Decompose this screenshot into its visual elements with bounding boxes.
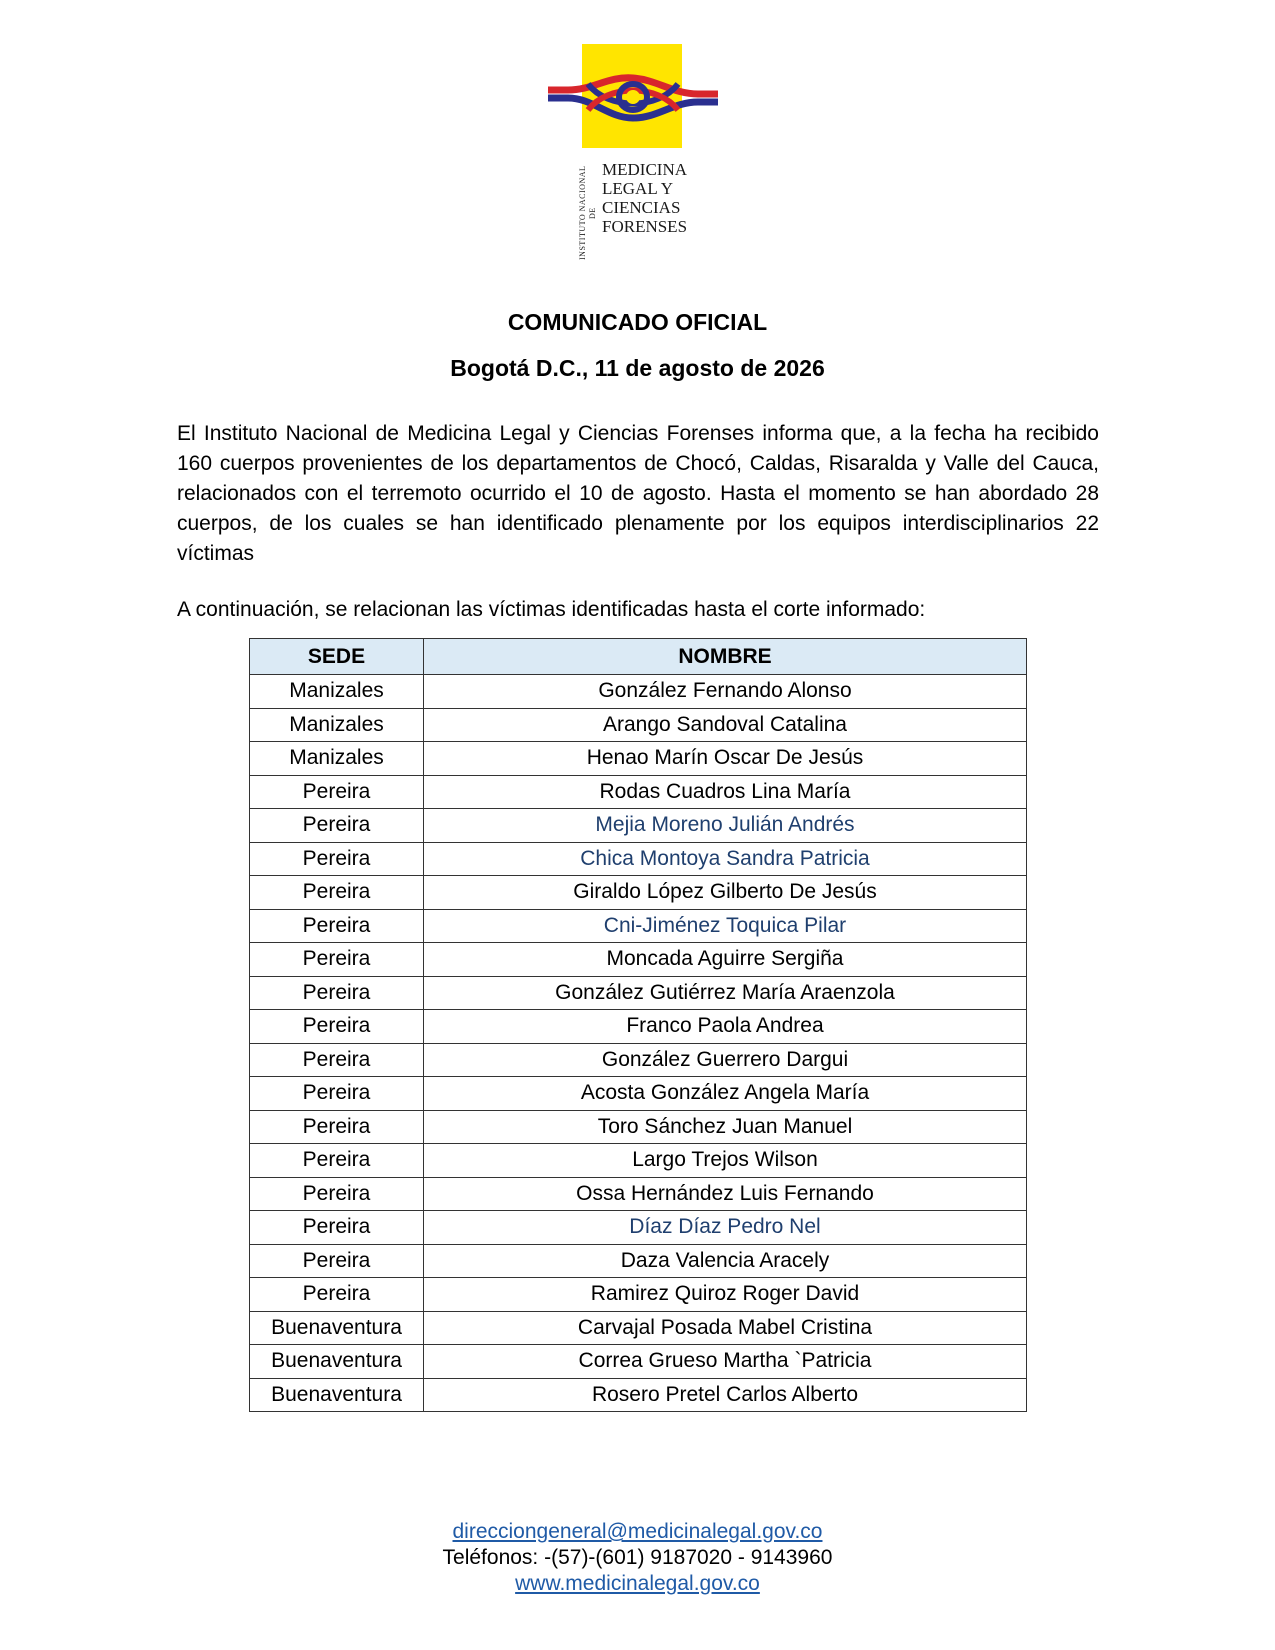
table-row — [250, 1110, 1027, 1144]
table-header-row — [250, 639, 1027, 675]
cell-nombre: González Guerrero Dargui — [424, 1043, 1027, 1077]
cell-nombre: Daza Valencia Aracely — [424, 1244, 1027, 1278]
cell-sede: Pereira — [250, 1244, 424, 1278]
document-date: Bogotá D.C., 11 de agosto de 2026 — [450, 355, 825, 381]
cell-sede: Pereira — [250, 1144, 424, 1178]
cell-nombre: Rodas Cuadros Lina María — [424, 775, 1027, 809]
table-row — [250, 1311, 1027, 1345]
cell-nombre: Rosero Pretel Carlos Alberto — [424, 1378, 1027, 1412]
document-title: COMUNICADO OFICIAL — [507, 309, 768, 335]
cell-sede: Buenaventura — [250, 1378, 424, 1412]
cell-nombre: Cni-Jiménez Toquica Pilar — [424, 909, 1027, 943]
cell-nombre: González Fernando Alonso — [424, 675, 1027, 709]
cell-sede: Pereira — [250, 1211, 424, 1245]
table-row — [250, 1278, 1027, 1312]
table-row — [250, 809, 1027, 843]
cell-sede: Pereira — [250, 976, 424, 1010]
cell-nombre: Henao Marín Oscar De Jesús — [424, 742, 1027, 776]
cell-sede: Pereira — [250, 909, 424, 943]
cell-sede: Pereira — [250, 809, 424, 843]
body-paragraph: El Instituto Nacional de Medicina Legal y Ciencias Forenses informa que, a la fecha ha recibido 160 cuerpos provenientes de los departamentos de Chocó, Caldas, Risaralda y Valle del Cauca, relacionados con el terremoto ocurrido el 10 de agosto. Hasta el momento se han abordado 28 cuerpos, de los cuales se han identificado plenamente por los equipos interdisciplinarios 22 víctimas — [177, 422, 1099, 565]
table-row — [250, 775, 1027, 809]
table-intro: A continuación, se relacionan las víctimas identificadas hasta el corte informado: — [177, 598, 926, 621]
logo-wordmark — [578, 160, 718, 270]
table-row — [250, 1077, 1027, 1111]
cell-sede: Pereira — [250, 1043, 424, 1077]
phones-text: Teléfonos: -(57)-(601) 9187020 - 9143960 — [442, 1546, 833, 1569]
table-row — [250, 708, 1027, 742]
table-row — [250, 1177, 1027, 1211]
cell-sede: Manizales — [250, 708, 424, 742]
cell-nombre: Giraldo López Gilberto De Jesús — [424, 876, 1027, 910]
table-row — [250, 1211, 1027, 1245]
table-row — [250, 1345, 1027, 1379]
table-row — [250, 742, 1027, 776]
table-row — [250, 1144, 1027, 1178]
header-sede: SEDE — [250, 639, 424, 675]
table-row — [250, 909, 1027, 943]
cell-nombre: Chica Montoya Sandra Patricia — [424, 842, 1027, 876]
email-link[interactable]: direcciongeneral@medicinalegal.gov.co — [452, 1520, 823, 1543]
cell-sede: Manizales — [250, 675, 424, 709]
institute-logo — [548, 44, 718, 261]
cell-sede: Pereira — [250, 1010, 424, 1044]
table-row — [250, 675, 1027, 709]
logo-eye-icon — [548, 74, 718, 124]
cell-nombre: Acosta González Angela María — [424, 1077, 1027, 1111]
cell-sede: Pereira — [250, 876, 424, 910]
logo-line-1: MEDICINA — [602, 160, 687, 179]
cell-nombre: Moncada Aguirre Sergiña — [424, 943, 1027, 977]
cell-nombre: Ossa Hernández Luis Fernando — [424, 1177, 1027, 1211]
table-row — [250, 943, 1027, 977]
logo-line-4: FORENSES — [602, 217, 688, 236]
cell-sede: Pereira — [250, 775, 424, 809]
cell-nombre: Díaz Díaz Pedro Nel — [424, 1211, 1027, 1245]
cell-nombre: Correa Grueso Martha `Patricia — [424, 1345, 1027, 1379]
table-row — [250, 976, 1027, 1010]
cell-nombre: Mejia Moreno Julián Andrés — [424, 809, 1027, 843]
victims-table — [249, 638, 1027, 1412]
table-row — [250, 842, 1027, 876]
cell-sede: Pereira — [250, 842, 424, 876]
cell-sede: Pereira — [250, 1278, 424, 1312]
table-row — [250, 876, 1027, 910]
logo-line-3: CIENCIAS — [602, 198, 681, 217]
cell-nombre: González Gutiérrez María Araenzola — [424, 976, 1027, 1010]
cell-sede: Buenaventura — [250, 1345, 424, 1379]
logo-small-text: INSTITUTO NACIONAL DE — [578, 165, 597, 261]
cell-sede: Manizales — [250, 742, 424, 776]
cell-nombre: Ramirez Quiroz Roger David — [424, 1278, 1027, 1312]
table-row — [250, 1244, 1027, 1278]
cell-sede: Pereira — [250, 1177, 424, 1211]
cell-sede: Pereira — [250, 1110, 424, 1144]
cell-nombre: Franco Paola Andrea — [424, 1010, 1027, 1044]
table-row — [250, 1010, 1027, 1044]
header-nombre: NOMBRE — [424, 639, 1027, 675]
cell-sede: Buenaventura — [250, 1311, 424, 1345]
logo-line-2: LEGAL Y — [602, 179, 673, 198]
cell-sede: Pereira — [250, 1077, 424, 1111]
table-row — [250, 1378, 1027, 1412]
cell-nombre: Largo Trejos Wilson — [424, 1144, 1027, 1178]
cell-nombre: Carvajal Posada Mabel Cristina — [424, 1311, 1027, 1345]
cell-sede: Pereira — [250, 943, 424, 977]
table-row — [250, 1043, 1027, 1077]
cell-nombre: Arango Sandoval Catalina — [424, 708, 1027, 742]
cell-nombre: Toro Sánchez Juan Manuel — [424, 1110, 1027, 1144]
website-link[interactable]: www.medicinalegal.gov.co — [515, 1572, 760, 1595]
